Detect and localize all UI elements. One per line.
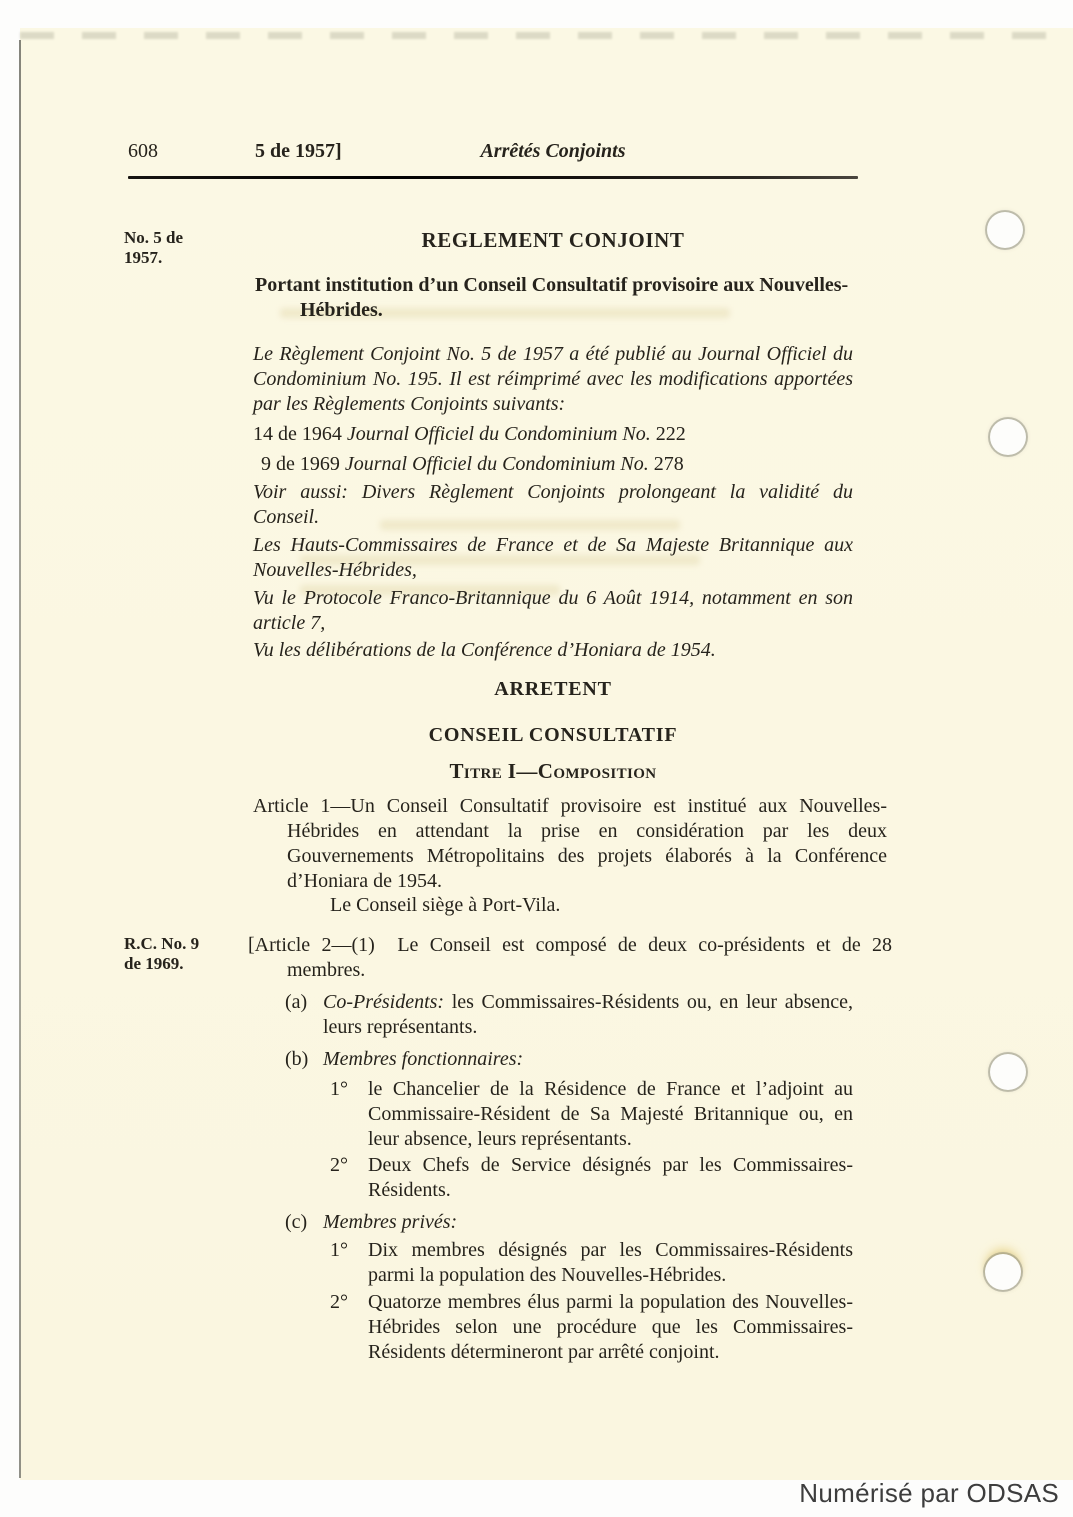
item-lead: Co-Présidents: <box>323 991 445 1013</box>
article-2-item-c <box>285 1210 853 1235</box>
margin-note-line: R.C. No. 9 <box>124 934 200 953</box>
subitem-text: Deux Chefs de Service désignés par les Commissaires-Résidents. <box>368 1154 853 1201</box>
subitem-number: 2° <box>330 1291 348 1313</box>
margin-note-line: 1957. <box>124 248 163 267</box>
article-2-item-a <box>285 990 853 1040</box>
subitem-number: 1° <box>330 1239 348 1261</box>
item-lead: Membres fonctionnaires: <box>323 1048 524 1070</box>
document-title: REGLEMENT CONJOINT <box>421 228 685 252</box>
article-2-item-b-sub-2 <box>330 1153 853 1203</box>
item-label: (c) <box>285 1211 308 1233</box>
titre-heading: Titre I—Composition <box>449 759 657 783</box>
page-number: 608 <box>128 140 158 162</box>
subject-line-1: Portant institution d’un Conseil Consultatif provisoire aux Nouvelles- <box>255 274 849 296</box>
running-title: Arrêtés Conjoints <box>480 140 626 162</box>
citation-journal: Journal Officiel du Condominium No. <box>344 453 649 475</box>
article-2-intro: [Article 2—(1) Le Conseil est composé de deux co-présidents et de 28 membres. <box>248 934 892 981</box>
article-2-item-c-sub-2 <box>330 1290 853 1365</box>
article-1-seat: Le Conseil siège à Port-Vila. <box>330 894 561 916</box>
punch-hole <box>990 419 1026 455</box>
scanned-page <box>20 28 1073 1480</box>
item-text <box>323 990 853 1040</box>
part-heading: CONSEIL CONSULTATIF <box>428 724 678 746</box>
subitem-text: le Chancelier de la Résidence de France et l’adjoint au Commissaire-Résident de Sa Majesté Britannique ou, en leur absence, leurs représentants. <box>368 1078 853 1150</box>
issue-reference: 5 de 1957] <box>255 140 342 162</box>
preamble-vu-protocole: Vu le Protocole Franco-Britannique du 6 Août 1914, notamment en son article 7, <box>253 587 853 634</box>
margin-note-line: No. 5 de <box>124 228 184 247</box>
punch-hole <box>987 212 1023 248</box>
subitem-text: Dix membres désignés par les Commissaires-Résidents parmi la population des Nouvelles-Hébrides. <box>368 1239 853 1286</box>
header-rule <box>128 176 858 179</box>
article-2-item-c-sub-1 <box>330 1238 853 1288</box>
page-edge-line <box>19 40 21 1478</box>
scan-edge-artifact <box>20 32 1073 39</box>
article-2-item-b <box>285 1047 853 1072</box>
subitem-number: 2° <box>330 1154 348 1176</box>
item-text <box>323 1047 853 1072</box>
item-label: (b) <box>285 1048 309 1070</box>
citation-year: 14 de 1964 <box>253 423 342 445</box>
citation-number: 222 <box>655 423 686 445</box>
citation-number: 278 <box>653 453 684 475</box>
punch-hole <box>985 1254 1021 1290</box>
margin-note-regulation <box>124 228 234 268</box>
citation-1969 <box>261 452 684 477</box>
item-lead: Membres privés: <box>323 1211 458 1233</box>
subitem-number: 1° <box>330 1078 348 1100</box>
item-body: les Commissaires-Résidents ou, en leur absence, leurs représentants. <box>323 991 853 1038</box>
margin-note-line: de 1969. <box>124 954 184 973</box>
citation-1964 <box>253 422 686 447</box>
subitem-text: Quatorze membres élus parmi la population des Nouvelles-Hébrides selon une procédure que les Commissaires-Résidents détermineront par arrêté conjoint. <box>368 1291 853 1363</box>
margin-note-amendment <box>124 934 244 974</box>
preamble-vu-conference: Vu les délibérations de la Conférence d’Honiara de 1954. <box>253 639 716 661</box>
citation-journal: Journal Officiel du Condominium No. <box>346 423 651 445</box>
citation-year: 9 de 1969 <box>261 453 340 475</box>
item-label: (a) <box>285 991 308 1013</box>
subject-heading <box>255 273 875 323</box>
punch-hole <box>990 1054 1026 1090</box>
article-1-text: Article 1—Un Conseil Consultatif provisoire est institué aux Nouvelles-Hébrides en attendant la prise en considération par les deux Gouvernements Métropolitains des projets élaborés à la Conférence d’Honiara de 1954. <box>253 795 887 892</box>
article-2-item-b-sub-1 <box>330 1077 853 1152</box>
preamble-authorities: Les Hauts-Commissaires de France et de Sa Majeste Britannique aux Nouvelles-Hébrides, <box>253 534 853 581</box>
subject-line-2: Hébrides. <box>300 299 383 321</box>
enactment-heading: ARRETENT <box>494 678 612 700</box>
preamble-publication: Le Règlement Conjoint No. 5 de 1957 a été publié au Journal Officiel du Condominium No. 195. Il est réimprimé avec les modifications apportées par les Règlements Conjoints suivants: <box>253 343 853 415</box>
item-text <box>323 1210 853 1235</box>
preamble-see-also: Voir aussi: Divers Règlement Conjoints prolongeant la validité du Conseil. <box>253 481 853 528</box>
digitization-watermark: Numérisé par ODSAS <box>799 1478 1059 1508</box>
